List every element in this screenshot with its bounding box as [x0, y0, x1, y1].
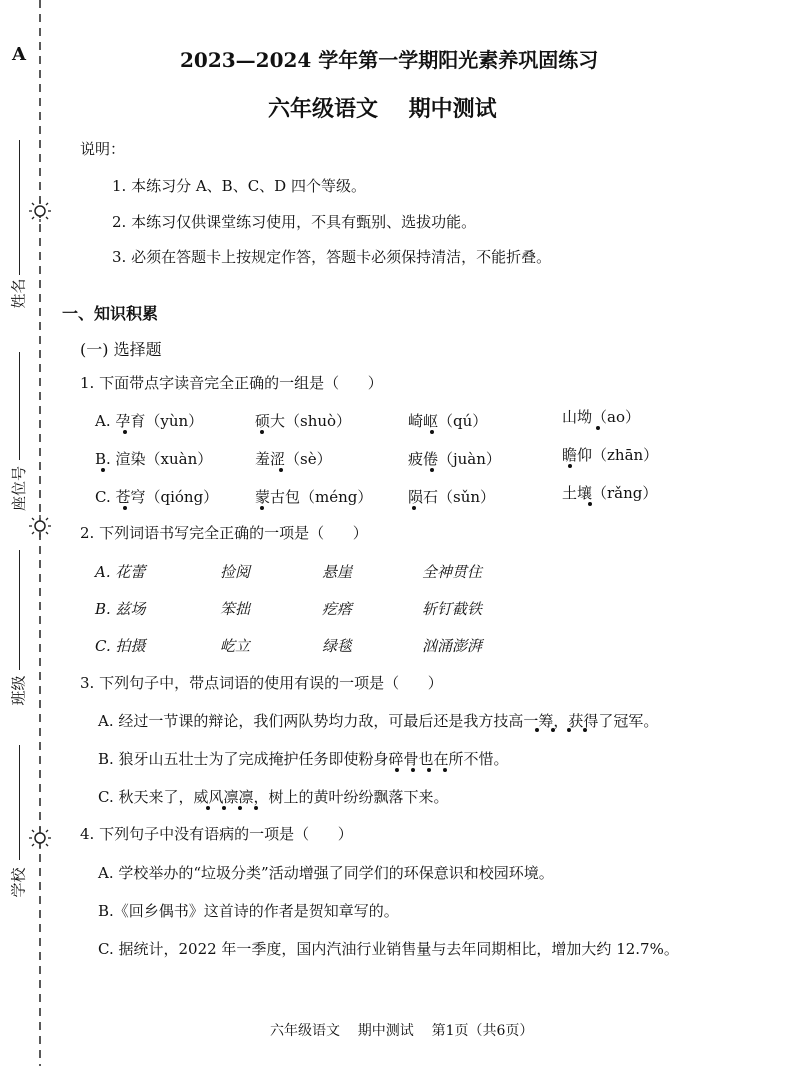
q4-option-a: A. 学校举办的“垃圾分类”活动增强了同学们的环保意识和校园环境。	[98, 864, 554, 882]
exam-title: 2023—2024 学年第一学期阳光素养巩固练习	[180, 48, 599, 72]
q2-option-c-1: C. 拍摄	[95, 637, 146, 655]
question-1-stem: 1. 下面带点字读音完全正确的一组是（ ）	[80, 374, 383, 392]
page-footer: 六年级语文 期中测试 第1页（共6页）	[270, 1023, 534, 1039]
q2-option-b-4: 斩钉截铁	[422, 600, 483, 618]
seat-field-label: 座位号	[10, 465, 29, 512]
q3-option-a: A. 经过一节课的辩论，我们两队势均力敌，可最后还是我方技高一筹，获得了冠军。	[98, 712, 659, 730]
q1-option-a-3: 崎岖（qú）	[408, 412, 488, 430]
q2-option-a-4: 全神贯住	[422, 563, 483, 581]
q1-option-c-2: 蒙古包（méng）	[255, 488, 373, 506]
q1-option-b-2: 羞涩（sè）	[255, 450, 332, 468]
instructions-label: 说明：	[80, 140, 126, 158]
q1-option-c-3: 陨石（sǔn）	[408, 488, 496, 506]
q2-option-a-3: 悬崖	[322, 563, 353, 581]
q2-option-b-3: 疙瘩	[322, 600, 353, 618]
name-field-label: 姓名	[9, 278, 28, 309]
subsection-title: (一) 选择题	[80, 340, 162, 359]
q1-option-b-4: 瞻仰（zhān）	[562, 446, 659, 464]
question-2-stem: 2. 下列词语书写完全正确的一项是（ ）	[80, 524, 368, 542]
question-4-stem: 4. 下列句子中没有语病的一项是（ ）	[80, 825, 353, 843]
paper-version-letter: A	[12, 44, 26, 65]
q1-option-b-3: 疲倦（juàn）	[408, 450, 501, 468]
q4-option-b: B.《回乡偶书》这首诗的作者是贺知章写的。	[98, 902, 399, 920]
q1-option-c-4: 土壤（rǎng）	[562, 484, 658, 502]
q2-option-b-2: 笨拙	[220, 600, 251, 618]
question-3-stem: 3. 下列句子中，带点词语的使用有误的一项是（ ）	[80, 674, 443, 692]
q2-option-a-2: 捡阅	[220, 563, 251, 581]
q2-option-a-1: A. 花蕾	[95, 563, 146, 581]
q1-option-a-2: 硕大（shuò）	[255, 412, 352, 430]
q3-option-c: C. 秋天来了，威风凛凛，树上的黄叶纷纷飘落下来。	[98, 788, 449, 806]
section-title: 一、知识积累	[62, 304, 159, 323]
q4-option-c: C. 据统计，2022 年一季度，国内汽油行业销售量与去年同期相比，增加大约 12.7%。	[98, 940, 679, 958]
q2-option-c-2: 屹立	[220, 637, 251, 655]
school-field-label: 学校	[9, 867, 28, 898]
q1-option-a-1: A. 孕育（yùn）	[95, 412, 204, 430]
q1-option-a-4: 山坳（ao）	[562, 408, 640, 426]
q2-option-c-4: 汹涌澎湃	[422, 637, 483, 655]
instruction-item: 1. 本练习分 A、B、C、D 四个等级。	[112, 177, 366, 195]
class-field-label: 班级	[9, 675, 28, 706]
q3-option-b: B. 狼牙山五壮士为了完成掩护任务即使粉身碎骨也在所不惜。	[98, 750, 509, 768]
q1-option-b-1: B. 渲染（xuàn）	[95, 450, 213, 468]
q2-option-b-1: B. 兹场	[95, 600, 146, 618]
q2-option-c-3: 绿毯	[322, 637, 353, 655]
q1-option-c-1: C. 苍穹（qióng）	[95, 488, 219, 506]
instruction-item: 2. 本练习仅供课堂练习使用，不具有甄别、选拔功能。	[112, 213, 477, 231]
exam-subtitle: 六年级语文 期中测试	[268, 96, 497, 122]
instruction-item: 3. 必须在答题卡上按规定作答，答题卡必须保持清洁，不能折叠。	[112, 248, 552, 266]
